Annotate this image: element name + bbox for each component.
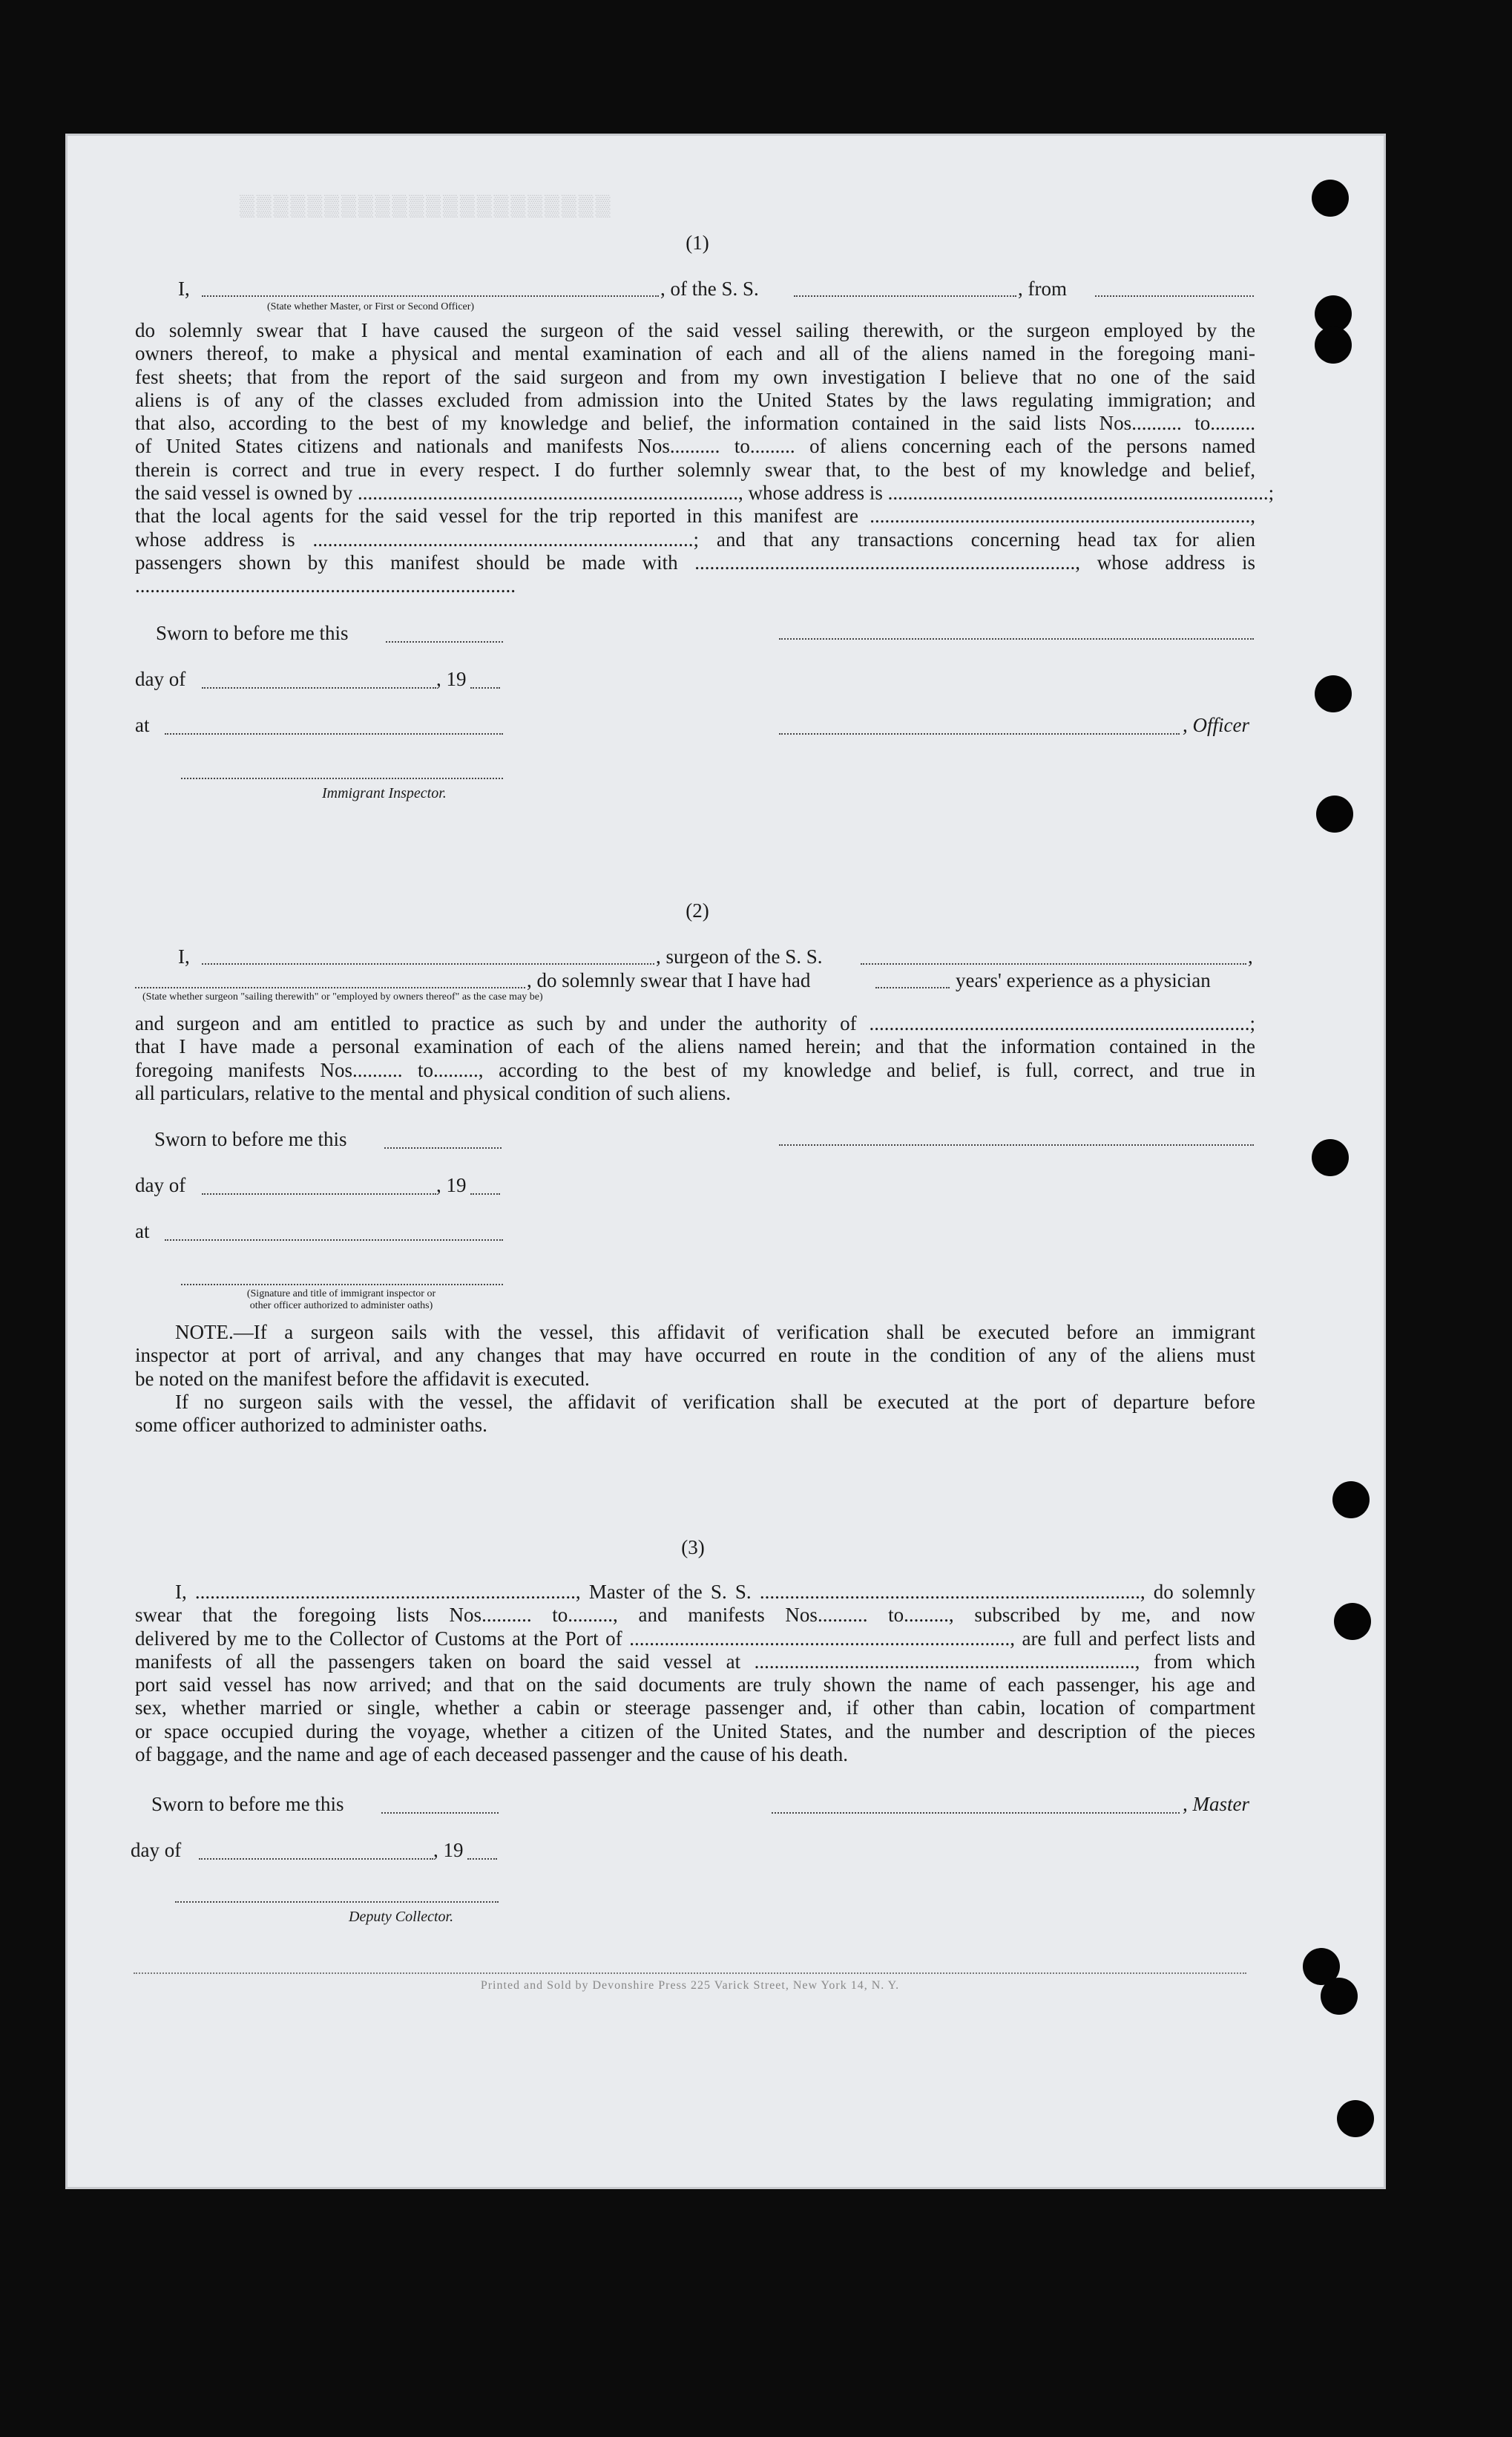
body-line: that also, according to the best of my knowledge and belief, the information contained in the said lists Nos.......... to......... — [135, 412, 1255, 435]
day-of-label: day of — [135, 668, 186, 690]
year-field[interactable] — [467, 1858, 497, 1860]
body-line: fest sheets; that from the report of the said surgeon and from my own investigation I believe that no one of the said — [135, 365, 1255, 388]
at-label: at — [135, 1220, 150, 1242]
oath-prefix: I, — [178, 278, 190, 300]
note-line: be noted on the manifest before the affidavit is executed. — [135, 1367, 590, 1390]
surgeon-body — [135, 1012, 1255, 1105]
body-line: ............................................................................ — [135, 574, 516, 597]
year-label: , 19 — [433, 1839, 464, 1861]
day-field[interactable] — [199, 1858, 433, 1860]
note-paragraph — [135, 1391, 1255, 1437]
body-line: all particulars, relative to the mental and physical condition of such aliens. — [135, 1081, 731, 1104]
body-line: of baggage, and the name and age of each deceased passenger and the cause of his death. — [135, 1743, 849, 1766]
day-field[interactable] — [202, 687, 436, 689]
body-line: of United States citizens and nationals and manifests Nos.......... to......... of aliens concerning each of the persons named — [135, 435, 1255, 458]
master-label: , Master — [1183, 1793, 1249, 1815]
body-line: I, ............................................................................, Master of the S. S. ............................................................................, do solemnly — [175, 1581, 1255, 1603]
body-line: do solemnly swear that I have caused the surgeon of the said vessel sailing therewith, or the surgeon employed by the — [135, 319, 1255, 341]
comma: , — [1248, 945, 1253, 968]
note-line: some officer authorized to administer oaths. — [135, 1414, 487, 1437]
body-line: foregoing manifests Nos.......... to........., according to the best of my knowledge and belief, is full, correct, and true in — [135, 1058, 1255, 1081]
body-line: delivered by me to the Collector of Customs at the Port of ............................................................................, are full and perfect lists and — [135, 1627, 1255, 1650]
day-of-label: day of — [135, 1174, 186, 1196]
surgeon-ship-field[interactable] — [861, 963, 1246, 965]
footer-rule — [134, 1972, 1246, 1974]
at-label: at — [135, 714, 150, 736]
note-line: NOTE.—If a surgeon sails with the vessel, this affidavit of verification shall be executed before an immigrant — [175, 1321, 1255, 1343]
from-label: , from — [1018, 278, 1067, 300]
signature-field[interactable] — [779, 638, 1254, 640]
year-field[interactable] — [470, 687, 500, 689]
printer-footer: Printed and Sold by Devonshire Press 225 Varick Street, New York 14, N. Y. — [480, 1979, 900, 1992]
place-field[interactable] — [165, 1239, 503, 1241]
master-oath — [135, 1581, 1255, 1766]
year-field[interactable] — [470, 1193, 500, 1195]
sworn-label: Sworn to before me this — [151, 1793, 344, 1815]
field-note: (State whether Master, or First or Second Officer) — [267, 301, 475, 312]
swear-label: , do solemnly swear that I have had — [527, 969, 811, 991]
name-field[interactable] — [202, 295, 659, 297]
note-paragraph — [135, 1321, 1255, 1391]
surgeon-status-field[interactable] — [135, 987, 525, 988]
body-line: the said vessel is owned by ............................................................................, whose address is ............................................................................; — [135, 482, 1275, 505]
body-line: or space occupied during the voyage, whether a citizen of the United States, and the number and description of the pieces — [135, 1719, 1255, 1742]
punch-hole — [1312, 180, 1349, 217]
bleed-through-mark: ▒▒▒▒▒▒▒▒▒▒▒▒▒▒▒▒▒▒▒▒▒▒ — [237, 194, 611, 217]
body-line: and surgeon and am entitled to practice as such by and under the authority of ............................................................................; — [135, 1012, 1255, 1034]
oath-body — [135, 319, 1275, 598]
punch-hole — [1334, 1603, 1371, 1640]
sworn-date-field[interactable] — [381, 1812, 499, 1814]
section-number: (2) — [686, 899, 709, 922]
officer-field[interactable] — [779, 733, 1180, 735]
body-line: aliens is of any of the classes excluded from admission into the United States by the laws regulating immigration; and — [135, 388, 1255, 411]
signature-note: other officer authorized to administer oaths) — [249, 1300, 433, 1311]
collector-signature-field[interactable] — [175, 1901, 499, 1903]
years-field[interactable] — [875, 987, 950, 988]
punch-hole — [1316, 796, 1353, 833]
ship-name-field[interactable] — [794, 295, 1016, 297]
body-line: swear that the foregoing lists Nos.......... to........., and manifests Nos.......... to........., subscribed by me, and now — [135, 1604, 1255, 1627]
field-note: (State whether surgeon "sailing therewith" or "employed by owners thereof" as the case may be) — [142, 991, 543, 1003]
punch-hole — [1315, 327, 1352, 364]
surgeon-name-field[interactable] — [202, 963, 654, 965]
oath-prefix: I, — [178, 945, 190, 968]
punch-hole — [1312, 1139, 1349, 1176]
inspector-signature-field[interactable] — [181, 778, 503, 779]
sworn-label: Sworn to before me this — [156, 622, 349, 644]
signature-field[interactable] — [779, 1144, 1254, 1146]
body-line: owners thereof, to make a physical and mental examination of each and all of the aliens named in the foregoing mani- — [135, 342, 1255, 365]
officer-label: , Officer — [1183, 714, 1249, 736]
signature-note: (Signature and title of immigrant inspector or — [246, 1288, 436, 1299]
surgeon-ship-label: , surgeon of the S. S. — [656, 945, 823, 968]
experience-label: years' experience as a physician — [956, 969, 1211, 991]
day-of-label: day of — [131, 1839, 182, 1861]
ship-label: , of the S. S. — [660, 278, 759, 300]
punch-hole — [1321, 1978, 1358, 2015]
day-field[interactable] — [202, 1193, 436, 1195]
body-line: therein is correct and true in every respect. I do further solemnly swear that, to the best of my knowledge and belief, — [135, 458, 1255, 481]
section-number: (3) — [681, 1536, 705, 1558]
year-label: , 19 — [436, 668, 467, 690]
collector-label: Deputy Collector. — [349, 1909, 454, 1925]
from-field[interactable] — [1095, 295, 1254, 297]
sworn-date-field[interactable] — [384, 1147, 502, 1149]
year-label: , 19 — [436, 1174, 467, 1196]
punch-hole — [1332, 1481, 1370, 1518]
body-line: whose address is ............................................................................; and that any transactions concerning head tax for alien — [135, 528, 1255, 551]
inspector-label: Immigrant Inspector. — [322, 785, 447, 801]
sworn-label: Sworn to before me this — [154, 1128, 347, 1150]
place-field[interactable] — [165, 733, 503, 735]
punch-hole — [1315, 675, 1352, 712]
punch-hole — [1337, 2100, 1374, 2137]
body-line: port said vessel has now arrived; and that on the said documents are truly shown the name of each passenger, his age and — [135, 1673, 1255, 1696]
note-line: If no surgeon sails with the vessel, the affidavit of verification shall be executed at the port of departure before — [175, 1391, 1255, 1413]
body-line: passengers shown by this manifest should be made with ............................................................................, whose address is — [135, 551, 1255, 574]
sworn-date-field[interactable] — [386, 641, 503, 643]
body-line: manifests of all the passengers taken on board the said vessel at ............................................................................, from which — [135, 1650, 1255, 1673]
section-number: (1) — [686, 232, 709, 254]
note-line: inspector at port of arrival, and any changes that may have occurred en route in the condition of any of the aliens must — [135, 1344, 1255, 1367]
body-line: that the local agents for the said vessel for the trip reported in this manifest are ............................................................................, — [135, 505, 1255, 528]
body-line: sex, whether married or single, whether a cabin or steerage passenger and, if other than cabin, location of compartment — [135, 1696, 1255, 1719]
body-line: that I have made a personal examination of each of the aliens named herein; and that the information contained in the — [135, 1035, 1255, 1058]
master-signature-field[interactable] — [772, 1812, 1180, 1814]
inspector-signature-field[interactable] — [181, 1284, 503, 1285]
